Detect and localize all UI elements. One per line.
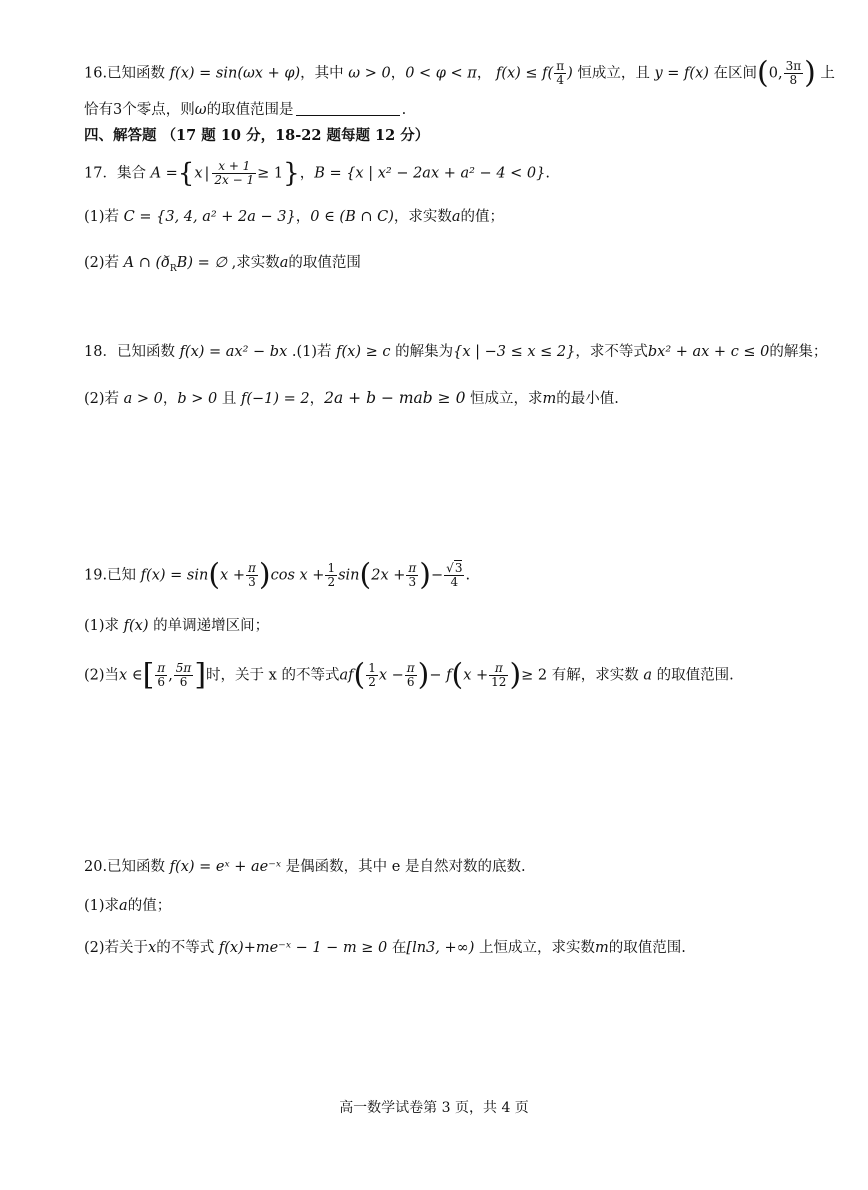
q16-text: 16.已知函数: [84, 65, 170, 82]
fraction-numerator: 5π: [175, 661, 192, 675]
brace-left: {: [177, 158, 195, 189]
fraction-denominator: 2: [327, 575, 336, 589]
fraction-denominator: 2x − 1: [214, 173, 255, 187]
q18-cond-a: a > 0: [123, 391, 163, 407]
fraction-denominator: 8: [789, 73, 798, 87]
q19-part2: (2)当x ∈[ $\frac{\pi}{6}$ , $\frac{5\pi}{6}$ ]时，关于 x 的不等式af( $\frac{1}{2}$ x − $\frac{\pi}{6}$ )− f(x + $\frac{\pi}{12}$ )≥ 2 有解，求实数 a 的取值范围.: [84, 657, 734, 693]
q20-var-a: a: [119, 898, 128, 914]
fraction-numerator: π: [157, 661, 166, 675]
q16-text: ，: [476, 65, 496, 82]
q20-text: 是偶函数，其中 e 是自然对数的底数.: [281, 859, 526, 875]
q19-var-a: a: [643, 667, 653, 684]
q19-inner1: x −: [378, 667, 404, 684]
paren-right: ): [417, 657, 430, 693]
q19-text: 19.已知: [84, 567, 141, 584]
q20-text: 在: [387, 940, 407, 956]
q16-text: ，: [390, 65, 406, 82]
section-note: （17 题 10 分，18-22 题每题 12 分）: [161, 127, 430, 144]
q19-one-half: [325, 562, 337, 589]
q19-text: .: [465, 567, 471, 584]
q19-text: (2)当: [84, 667, 120, 684]
q18-stem: [84, 342, 827, 362]
q20-text: (2)若关于: [84, 940, 149, 956]
q17-text: ，求实数: [393, 209, 452, 225]
q17-text: (1)若: [84, 209, 124, 225]
q19-sqrt3-over-4: [444, 562, 464, 589]
paren-left: (: [208, 557, 221, 593]
q18-text: 18．已知函数: [84, 344, 180, 360]
q19-fx: f(x): [123, 618, 149, 634]
q18-cond-b: b > 0: [177, 391, 218, 407]
q19-stem: [84, 557, 471, 593]
q18-solution-set: {x | −3 ≤ x ≤ 2}: [453, 344, 576, 360]
q16-interval: 0,: [768, 65, 783, 82]
q17-part1: [84, 207, 504, 227]
fraction-denominator: 6: [406, 675, 415, 689]
q19-x-in: x ∈: [119, 667, 143, 684]
q20-text: 的不等式: [156, 940, 219, 956]
sqrt-radicand: 3: [454, 561, 463, 575]
q17-empty-set: B) = ∅: [176, 255, 227, 271]
q20-text: 20.已知函数: [84, 859, 170, 875]
q18-text: .(1)若: [287, 344, 337, 360]
q17-text: 的取值范围: [288, 255, 361, 271]
interval-left-paren: (: [757, 55, 769, 91]
q20-var-x: x: [148, 940, 157, 956]
q16-inequality: f(x) ≤ f(: [495, 65, 554, 82]
q17-text: 的值；: [460, 209, 505, 225]
q16-text: .: [401, 102, 407, 118]
q20-var-m: m: [594, 940, 609, 956]
q18-text: 的解集；: [769, 344, 828, 360]
q18-var-m: m: [542, 391, 557, 407]
q18-text: ，: [162, 391, 178, 407]
q19-pi-over-3: [246, 562, 258, 589]
q16-text: 恒成立，且: [572, 65, 655, 82]
q17-set-a-fraction: [212, 160, 256, 187]
q17-text: ,求实数: [226, 255, 280, 271]
q20-function: f(x) = eˣ + ae⁻ˣ: [169, 859, 282, 875]
q18-text: 的最小值.: [556, 391, 619, 407]
q19-text: 有解，求实数: [547, 667, 644, 684]
interval-right-paren: ): [804, 55, 816, 91]
q17-condition: 0 ∈ (B ∩ C): [310, 209, 394, 225]
q18-text: ，求不等式: [575, 344, 648, 360]
q16-text: 在区间: [708, 65, 758, 82]
q20-text: 的值；: [127, 898, 172, 914]
q20-text: 的取值范围.: [608, 940, 686, 956]
q20-part2: [84, 938, 686, 958]
brace-right: }: [283, 158, 300, 189]
q19-af: af: [339, 667, 354, 684]
q17-stem: [84, 160, 550, 187]
q19-text: 的取值范围.: [652, 667, 734, 684]
q19-pi-6: [405, 662, 417, 689]
paren-left: (: [359, 557, 372, 593]
q20-interval: [ln3, +∞): [406, 940, 475, 956]
q16-line2: [84, 100, 406, 120]
q19-text: 的单调递增区间；: [148, 618, 270, 634]
q16-text: 恰有3个零点，则: [84, 102, 195, 118]
q16-line1: [84, 55, 835, 91]
q16-omega: ω: [194, 102, 207, 118]
q17-text: (2)若: [84, 255, 124, 271]
q19-minus: −: [431, 567, 444, 584]
fraction-numerator: π: [408, 561, 417, 575]
q19-minus-f: − f: [429, 667, 452, 684]
q18-text: 的解集为: [390, 344, 454, 360]
q19-pi-over-6: [155, 662, 167, 689]
q19-pi-12: [489, 662, 508, 689]
q19-cos: cos x +: [270, 567, 325, 584]
fraction-denominator: 3: [408, 575, 417, 589]
q16-text: ，其中: [300, 65, 349, 82]
paren-left: (: [451, 657, 464, 693]
q19-arg: x +: [220, 567, 245, 584]
q18-text: (2)若: [84, 391, 124, 407]
q19-part1: [84, 616, 269, 636]
q17-set-b: B = {x | x² − 2ax + a² − 4 < 0}: [314, 165, 546, 182]
page-footer: 高一数学试卷第 3 页，共 4 页: [339, 1100, 529, 1116]
q18-condition: f(x) ≥ c: [336, 344, 391, 360]
paren-right: ): [419, 557, 431, 593]
fraction-denominator: 3: [248, 575, 256, 589]
fraction-denominator: 2: [368, 675, 376, 689]
q17-set-c: C = {3, 4, a² + 2a − 3}: [123, 209, 296, 225]
q18-cond-f: f(−1) = 2: [241, 391, 310, 407]
q20-inequality: f(x)+me⁻ˣ − 1 − m ≥ 0: [218, 940, 388, 956]
q19-text: (1)求: [84, 618, 124, 634]
q16-paren: ): [567, 65, 573, 82]
q18-inequality: bx² + ax + c ≤ 0: [647, 344, 770, 360]
bracket-left: [: [142, 657, 155, 693]
paren-right: ): [258, 557, 271, 593]
q19-half: [366, 662, 378, 689]
q19-arg2: 2x +: [371, 567, 406, 584]
q19-pi-over-3b: [406, 562, 418, 589]
fraction-numerator: 3π: [785, 59, 802, 73]
q16-text: 上: [815, 65, 835, 82]
fraction-numerator: π: [406, 661, 415, 675]
q16-text: 的取值范围是: [206, 102, 294, 118]
q19-5pi-over-6: [174, 662, 194, 689]
q17-set-a-relation: ≥ 1: [257, 165, 284, 182]
fraction-numerator: 1: [368, 661, 376, 675]
q18-text: 且: [217, 391, 241, 407]
q16-phi-condition: 0 < φ < π: [405, 65, 477, 82]
fraction-numerator: π: [247, 561, 256, 575]
q17-universe-subscript: R: [169, 263, 177, 274]
q18-inequality-m: 2a + b − mab ≥ 0: [324, 389, 466, 407]
fraction-numerator: π: [489, 662, 508, 676]
q18-text: ，: [309, 391, 325, 407]
fraction-denominator: 6: [157, 675, 166, 689]
fraction-denominator: 4: [556, 73, 564, 87]
q17-var-a: a: [451, 209, 461, 225]
answer-blank[interactable]: [296, 101, 400, 116]
fraction-numerator: 1: [327, 561, 336, 575]
q20-text: (1)求: [84, 898, 120, 914]
q17-complement: A ∩ (ð: [123, 255, 170, 271]
q17-text: 17．集合: [84, 165, 151, 182]
paren-right: ): [509, 657, 522, 693]
q18-text: 恒成立，求: [465, 391, 543, 407]
q17-var-a: a: [279, 255, 289, 271]
fraction-denominator: 6: [179, 675, 188, 689]
section-heading: [84, 126, 429, 146]
q16-function: f(x) = sin(ωx + φ): [169, 65, 301, 82]
q17-text: ，: [299, 165, 315, 182]
q18-part2: [84, 388, 619, 409]
fraction-denominator: 12: [491, 675, 507, 689]
q16-omega-condition: ω > 0: [348, 65, 391, 82]
q19-function: f(x) = sin: [140, 567, 209, 584]
q16-y-function: y = f(x): [654, 65, 709, 82]
q16-pi-over-4: [554, 60, 566, 87]
q17-text: ，: [295, 209, 311, 225]
fraction-numerator: x + 1: [212, 160, 256, 174]
q19-inner2: x +: [463, 667, 489, 684]
fraction-denominator: 4: [450, 575, 459, 589]
q16-3pi-over-8: [784, 60, 804, 87]
q19-text: 时，关于 x 的不等式: [206, 667, 340, 684]
fraction-numerator: π: [556, 59, 565, 73]
section-title: 四、解答题: [84, 127, 157, 144]
bracket-right: ]: [194, 657, 207, 693]
q18-function: f(x) = ax² − bx: [179, 344, 288, 360]
paren-left: (: [353, 657, 366, 693]
set-bar: |: [204, 165, 210, 182]
q17-text: .: [545, 165, 550, 182]
q20-part1: [84, 896, 171, 916]
q17-set-a-var: x: [194, 165, 203, 182]
q17-part2: [84, 253, 361, 279]
q17-set-a-label: A =: [150, 165, 178, 182]
q20-stem: [84, 857, 526, 877]
fraction-numerator: √3: [446, 561, 463, 575]
q19-sin: sin: [338, 567, 360, 584]
q20-text: 上恒成立，求实数: [474, 940, 595, 956]
q19-ge: ≥ 2: [521, 667, 548, 684]
